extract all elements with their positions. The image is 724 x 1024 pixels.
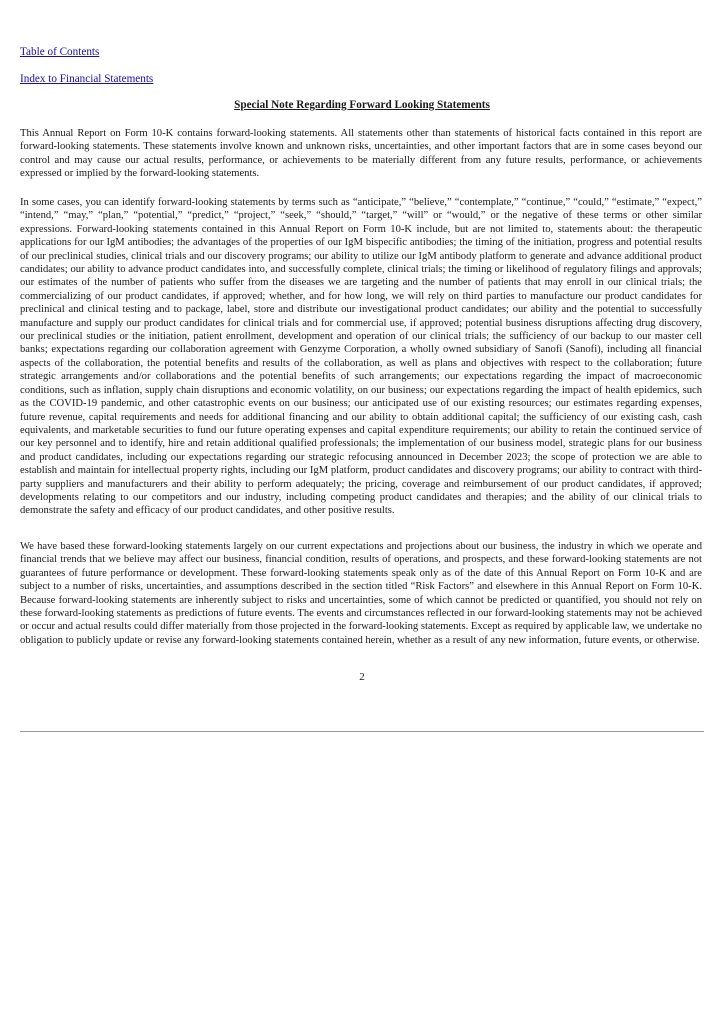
page-number: 2 (359, 671, 365, 683)
page-divider (20, 731, 704, 732)
paragraph-basis: We have based these forward-looking statements largely on our current expectations and projections about our business, the industry in which we operate and financial trends that we believe may affect our business, financial condition, results of operations, and prospects, and these forward-looking statements are not guarantees of future performance or development. These forward-looking statements speak only as of the date of this Annual Report on Form 10-K and are subject to a number of risks, uncertainties, and assumptions described in the section titled “Risk Factors” and elsewhere in this Annual Report on Form 10-K. Because forward-looking statements are inherently subject to risks and uncertainties, some of which cannot be predicted or quantified, you should not rely on these forward-looking statements as predictions of future events. The events and circumstances reflected in our forward-looking statements may not be achieved or occur and actual results could differ materially from those projected in the forward-looking statements. Except as required by applicable law, we undertake no obligation to publicly update or revise any forward-looking statements contained herein, whether as a result of any new information, future events, or otherwise. (20, 541, 702, 646)
section-heading: Special Note Regarding Forward Looking Statements (234, 99, 490, 111)
paragraph-identification: In some cases, you can identify forward-looking statements by terms such as “anticipate,” “believe,” “contemplate,” “continue,” “could,” “estimate,” “expect,” “intend,” “may,” “plan,” “potential,” “predict,” “project,” “seek,” “should,” “target,” “will” or “would,” or the negative of these terms or other similar expressions. Forward-looking statements contained in this Annual Report on Form 10-K include, but are not limited to, statements about: the therapeutic applications for our IgM antibodies; the advantages of the properties of our IgM bispecific antibodies; the timing of the initiation, progress and potential results of our preclinical studies, clinical trials and our discovery programs; our ability to utilize our IgM antibody platform to generate and advance additional product candidates; our ability to advance product candidates into, and successfully complete, clinical trials; the timing or likelihood of regulatory filings and approvals; our estimates of the number of patients who suffer from the diseases we are targeting and the number of patients that may enroll in our clinical trials; the commercializing of our product candidates, if approved; whether, and for how long, we will rely on third parties to manufacture our product candidates for preclinical and clinical testing and to package, label, store and distribute our investigational product candidates; our ability and the potential to successfully manufacture and supply our product candidates for clinical trials and for commercial use, if approved; potential business disruptions affecting drug discovery, our preclinical studies or the initiation, patient enrollment, development and operation of our clinical trials; the sufficiency of our backup to our master cell banks; expectations regarding our collaboration agreement with Genzyme Corporation, a wholly owned subsidiary of Sanofi (Sanofi), including all financial aspects of the collaboration, the potential benefits and results of the collaboration, as well as plans and objectives with respect to the collaboration; future strategic arrangements and/or collaborations and the potential benefits of such arrangements; our expectations regarding the impact of macroeconomic conditions, such as inflation, supply chain disruptions and economic volatility, on our business; our expectations regarding the impact of health epidemics, such as the COVID-19 pandemic, and other catastrophic events on our business; our anticipated use of our existing resources; our estimates regarding expenses, future revenue, capital requirements and needs for additional financing and our ability to obtain additional capital; the sufficiency of our existing cash, cash equivalents, and marketable securities to fund our future operating expenses and capital expenditure requirements; our ability to retain the continued service of our key personnel and to identify, hire and retain additional qualified professionals; the implementation of our business model, strategic plans for our business and product candidates, including our expectations regarding our strategic refocusing announced in December 2023; the scope of protection we are able to establish and maintain for intellectual property rights, including our IgM platform, product candidates and discovery programs; our ability to contract with third-party suppliers and manufacturers and their ability to perform adequately; the pricing, coverage and reimbursement of our product candidates, if approved; developments relating to our competitors and our industry, including competing product candidates and therapies; and the ability of our clinical trials to demonstrate the safety and efficacy of our product candidates, and other positive results. (20, 197, 702, 517)
table-of-contents-link[interactable]: Table of Contents (20, 46, 100, 58)
index-to-financial-statements-link[interactable]: Index to Financial Statements (20, 73, 154, 85)
paragraph-intro: This Annual Report on Form 10-K contains forward-looking statements. All statements other than statements of historical facts contained in this report are forward-looking statements. These statements involve known and unknown risks, uncertainties, and other important factors that are in some cases beyond our control and may cause our actual results, performance, or achievements to be materially different from any future results, performance, or achievements expressed or implied by the forward-looking statements. (20, 128, 702, 180)
